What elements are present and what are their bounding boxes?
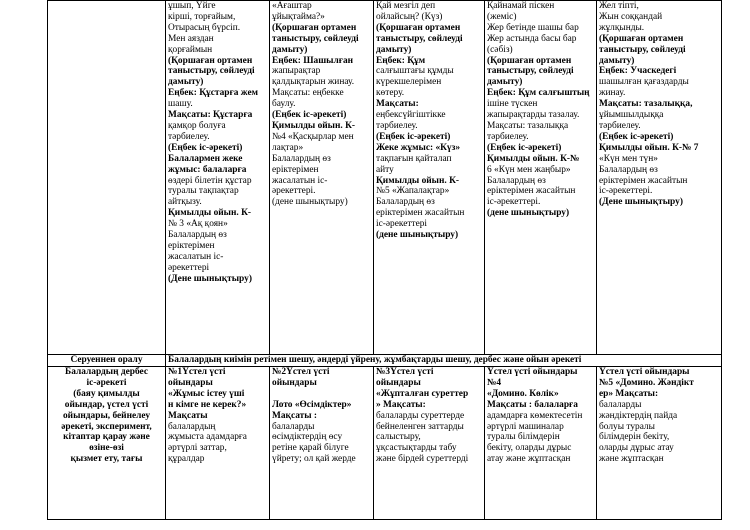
row-label-cell bbox=[48, 1, 166, 355]
cell-text-line: көтеру. bbox=[376, 88, 405, 99]
cell-text-line: №4 bbox=[487, 377, 502, 388]
cell-text-line: Қимылды ойын. К-№ bbox=[487, 153, 580, 164]
cell-text-line: (Қоршаған ортамен bbox=[487, 55, 572, 66]
cell-text-line: дамыту) bbox=[376, 44, 412, 55]
cell-text-line: шашылған қағаздарды bbox=[599, 77, 689, 88]
cell-text-line: тәрбиелеу. bbox=[168, 131, 210, 142]
label-text-line: Балалардың дербес bbox=[65, 367, 148, 377]
cell-text-line: жасалатын іс- bbox=[272, 175, 328, 186]
cell-text-line: болуы туралы bbox=[599, 421, 655, 432]
cell-text-line: салыстыру, bbox=[376, 432, 421, 443]
cell-text-line: Жеке жұмыс: «Күз» bbox=[376, 142, 461, 153]
cell-text-line: «Жұпталған суреттер bbox=[376, 388, 469, 399]
cell-text-line: Жел тіпті, bbox=[599, 1, 639, 11]
cell-text-line: жапырақтар bbox=[272, 66, 321, 77]
cell-text-line: үйрету; ол қай жерде bbox=[272, 454, 356, 465]
cell-text-line: шашу. bbox=[168, 99, 193, 110]
cell-text-line: Қимылды ойын. К-№ 7 bbox=[599, 142, 699, 153]
cell-text-line: Лото «Өсімдіктер» bbox=[272, 399, 352, 410]
cell-text-line: (Қоршаған ортамен bbox=[272, 22, 357, 33]
label-text-line: (баяу қимылды bbox=[73, 388, 140, 399]
cell-text-line: салғыштағы құмды bbox=[376, 66, 454, 77]
return-from-walk-row bbox=[48, 355, 722, 367]
cell-text-line: «Күн мен түн» bbox=[599, 153, 658, 164]
cell-text-line: таныстыру, сөйлеуді bbox=[376, 33, 463, 44]
cell-text-line: №5 «Жапалақтар» bbox=[376, 186, 450, 197]
cell-text-line: еріктерімен bbox=[272, 164, 319, 175]
cell-text-line: әрекеттері bbox=[168, 262, 210, 273]
cell-text-line: Мақсаты bbox=[168, 410, 208, 421]
cell-text-line: жұмыс: балаларға bbox=[168, 164, 247, 175]
cell-text-line: 6 «Күн мен жаңбыр» bbox=[487, 164, 571, 175]
cell-text-line: әртүрлі заттар, bbox=[168, 443, 227, 454]
cell-text-line: және бірдей суреттерді bbox=[376, 454, 469, 465]
cell-text-line: Балалардың өз bbox=[599, 164, 658, 175]
cell-text-line: (Еңбек іс-әрекеті) bbox=[487, 142, 562, 153]
cell-text-line: Үстел үсті ойындары bbox=[599, 367, 690, 377]
cell-text-line: іс-әрекеттері bbox=[376, 219, 428, 230]
cell-text-line: еңбексүйгіштікке bbox=[376, 110, 446, 121]
cell-text-line: (дене шынықтыру) bbox=[376, 230, 459, 241]
cell-text-line: айту bbox=[376, 164, 394, 175]
cell-text-line: Еңбек: Құм bbox=[376, 55, 426, 66]
cell-text-line: өсімдіктердің өсу bbox=[272, 432, 343, 443]
day-cell bbox=[485, 1, 597, 355]
cell-text-line: жұлқынды. bbox=[599, 22, 645, 33]
cell-text-line: өздері білетін құстар bbox=[168, 175, 252, 186]
day-cell bbox=[270, 367, 374, 520]
label-text-line: іс-әрекеті bbox=[86, 377, 127, 388]
cell-text-line: ойлайсың? (Күз) bbox=[376, 11, 443, 22]
day-cell bbox=[270, 1, 374, 355]
cell-text-line: дамыту) bbox=[272, 44, 308, 55]
cell-text-line: ойындары bbox=[376, 377, 421, 388]
cell-text-line: н кімге не керек?» bbox=[168, 399, 247, 410]
cell-text-line: әртүрлі машиналар bbox=[487, 421, 564, 432]
cell-text-line: Қимылды ойын. К- bbox=[168, 208, 251, 219]
cell-text-line: Мақсаты : балаларға bbox=[487, 399, 578, 410]
day-cell bbox=[597, 367, 722, 520]
cell-text-line: балалардың bbox=[168, 421, 216, 432]
cell-text-line: еріктерімен жасайтын bbox=[599, 175, 688, 186]
cell-text-line: (Қоршаған ортамен bbox=[599, 33, 684, 44]
cell-text-line: қамқор болуға bbox=[168, 120, 226, 131]
label-text-line: әрекеті, эксперимент, bbox=[61, 421, 152, 432]
cell-text-line: әрекеттері. bbox=[272, 186, 316, 197]
cell-text-line: Еңбек: Құстарға жем bbox=[168, 88, 259, 99]
day-cell bbox=[485, 367, 597, 520]
cell-text-line: Мен аяздан bbox=[168, 33, 214, 44]
cell-text-line: № 3 «Ақ қоян» bbox=[168, 219, 228, 230]
cell-text-line: №5 «Домино. Жәндікт bbox=[599, 377, 694, 388]
cell-text-line: дамыту) bbox=[599, 55, 635, 66]
cell-text-line: лақтар» bbox=[272, 142, 304, 153]
cell-text-line: (Еңбек іс-әрекеті) bbox=[168, 142, 243, 153]
cell-text-line: баулу. bbox=[272, 99, 296, 110]
row-label-cell bbox=[48, 367, 166, 520]
cell-text-line: ұшып, Үйге bbox=[168, 1, 216, 11]
cell-text-line: ойындары bbox=[168, 377, 213, 388]
cell-text-line: таныстыру, сөйлеуді bbox=[272, 33, 359, 44]
day-cell bbox=[374, 367, 485, 520]
cell-text-line: тәрбиелеу. bbox=[487, 131, 529, 142]
cell-text-line: күрекшелерімен bbox=[376, 77, 442, 88]
cell-text-line: Мақсаты: Құстарға bbox=[168, 110, 253, 121]
cell-text-line: Жер астында басы бар bbox=[487, 33, 577, 44]
cell-text-line: жасалатын іс- bbox=[168, 251, 224, 262]
cell-text-line: (дене шынықтыру) bbox=[272, 197, 348, 208]
cell-text-line: «Жұмыс істеу үші bbox=[168, 388, 245, 399]
cell-text-line: еріктерімен жасайтын bbox=[487, 186, 576, 197]
cell-text-line: құралдар bbox=[168, 454, 205, 465]
cell-text-line: тәрбиелеу. bbox=[376, 120, 418, 131]
cell-text-line: дамыту) bbox=[487, 77, 523, 88]
cell-text-line: еріктерімен жасайтын bbox=[376, 208, 465, 219]
cell-text-line: ретіне қарай білуге bbox=[272, 443, 349, 454]
cell-text-line: еріктерімен bbox=[168, 240, 215, 251]
cell-text-line: тақпағын қайталап bbox=[376, 153, 452, 164]
cell-text-line: Қимылды ойын. К- bbox=[376, 175, 459, 186]
cell-text-line: балаларды bbox=[272, 421, 315, 432]
label-text-line: өзіне-өзі bbox=[89, 443, 124, 454]
cell-text-line: (Еңбек іс-әрекеті) bbox=[599, 131, 674, 142]
cell-text-line: және жұптасқан bbox=[599, 454, 664, 465]
cell-text-line: білімдерін бекіту, bbox=[599, 432, 670, 443]
cell-text-line: Мақсаты: bbox=[376, 99, 419, 110]
cell-text-line: №1Үстел үсті bbox=[168, 367, 226, 377]
cell-text-line: айтқызу. bbox=[168, 197, 202, 208]
cell-text-line: (сәбіз) bbox=[487, 44, 513, 55]
cell-text-line: (Дене шынықтыру) bbox=[599, 197, 683, 208]
cell-text-line: Балалардың өз bbox=[487, 175, 546, 186]
cell-text-line: Мақсаты: тазалыққа, bbox=[599, 99, 693, 110]
cell-text-line: Қимылды ойын. К- bbox=[272, 120, 355, 131]
day-cell bbox=[166, 1, 270, 355]
cell-text-line: таныстыру, сөйлеуді bbox=[599, 44, 686, 55]
cell-text-line: кірші, торғайым, bbox=[168, 11, 236, 22]
cell-text-line: таныстыру, сөйлеуді bbox=[168, 66, 255, 77]
day-cell bbox=[597, 1, 722, 355]
cell-text-line: ұйықтайма?» bbox=[272, 11, 325, 22]
cell-text-line: оларды дұрыс атау bbox=[599, 443, 674, 454]
cell-text-line: жәндіктердің пайда bbox=[599, 410, 678, 421]
cell-text-line: туралы білімдерін bbox=[487, 432, 560, 443]
cell-text-line: «Домино. Көлік» bbox=[487, 388, 559, 399]
cell-text-line: ұйымшылдыққа bbox=[599, 110, 664, 121]
cell-text-line: (Қоршаған ортамен bbox=[168, 55, 253, 66]
cell-text-line: ер» Мақсаты: bbox=[599, 388, 659, 399]
cell-text-line: Еңбек: Шашылған bbox=[272, 55, 354, 66]
cell-text-line: бейнеленген заттарды bbox=[376, 421, 464, 432]
day-cell bbox=[166, 367, 270, 520]
cell-text-line: атау және жұптасқан bbox=[487, 454, 571, 465]
cell-text-line: дамыту) bbox=[168, 77, 204, 88]
cell-text-line: Мақсаты: тазалыққа bbox=[487, 120, 569, 131]
cell-text-line: Қайнамай піскен bbox=[487, 1, 555, 11]
cell-text-line: жапырақтарды тазалау. bbox=[487, 110, 580, 121]
cell-text-line: тәрбиелеу. bbox=[599, 120, 641, 131]
cell-text-line: жұмыста адамдарға bbox=[168, 432, 247, 443]
cell-text-line: қалдықтарын жинау. bbox=[272, 77, 355, 88]
cell-text-line: (жеміс) bbox=[487, 11, 517, 22]
cell-text-line: №3Үстел үсті bbox=[376, 367, 434, 377]
cell-text-line: Еңбек: Құм салғыштың bbox=[487, 88, 590, 99]
cell-text-line: Қай мезгіл деп bbox=[376, 1, 436, 11]
cell-text-line: Балалардың өз bbox=[168, 230, 227, 241]
merged-content-cell: Балалардың киімін ретімен шешу, əндерді үйрену, жұмбақтарды шешу, дербес жəне ойын əрекеті bbox=[166, 355, 722, 367]
cell-text-line: таныстыру, сөйлеуді bbox=[487, 66, 574, 77]
cell-text-line: Балалармен жеке bbox=[168, 153, 243, 164]
cell-text-line: іс-әрекеттері. bbox=[487, 197, 541, 208]
schedule-table bbox=[47, 0, 722, 520]
cell-text-line: «Ағаштар bbox=[272, 1, 312, 11]
label-text-line: кітаптар қарау және bbox=[63, 432, 150, 443]
label-text-line: ойындар, үстел үсті bbox=[64, 399, 149, 410]
cell-text-line: Жер бетінде шашы бар bbox=[487, 22, 579, 33]
cell-text-line: (дене шынықтыру) bbox=[487, 208, 570, 219]
cell-text-line: (Қоршаған ортамен bbox=[376, 22, 461, 33]
cell-text-line: (Еңбек іс-әрекеті) bbox=[272, 110, 347, 121]
cell-text-line: іс-әрекеттері. bbox=[599, 186, 653, 197]
cell-text-line: жинау. bbox=[599, 88, 626, 99]
cell-text-line: адамдарға көмектесетін bbox=[487, 410, 583, 421]
cell-text-line: ойындары bbox=[272, 377, 317, 388]
cell-text-line: Мақсаты: еңбекке bbox=[272, 88, 344, 99]
cell-text-line: №2Үстел үсті bbox=[272, 367, 330, 377]
row-label-cell: Серуеннен оралу bbox=[48, 355, 166, 367]
cell-text-line: (Дене шынықтыру) bbox=[168, 273, 252, 284]
label-text-line: ойындары, бейнелеу bbox=[62, 410, 151, 421]
cell-text-line: Мақсаты : bbox=[272, 410, 318, 421]
cell-text-line: ұқсастықтарды табу bbox=[376, 443, 457, 454]
activities-row bbox=[48, 1, 722, 355]
cell-text-line: ішіне түскен bbox=[487, 99, 538, 110]
cell-text-line: №4 «Қасқырлар мен bbox=[272, 131, 354, 142]
cell-text-line: (Еңбек іс-әрекеті) bbox=[376, 131, 451, 142]
cell-text-line: қорғаймын bbox=[168, 44, 213, 55]
independent-activity-row bbox=[48, 367, 722, 520]
cell-text-line: Жын соққандай bbox=[599, 11, 663, 22]
cell-text-line: Еңбек: Учаскедегі bbox=[599, 66, 677, 77]
cell-text-line: Үстел үсті ойындары bbox=[487, 367, 578, 377]
cell-text-line: Отырасың бүрсіп. bbox=[168, 22, 241, 33]
label-text-line: қызмет ету, тағы bbox=[70, 454, 143, 465]
day-cell bbox=[374, 1, 485, 355]
cell-text-line: Балалардың өз bbox=[272, 153, 331, 164]
cell-text-line: балаларды суреттерде bbox=[376, 410, 465, 421]
cell-text-line: Балалардың өз bbox=[376, 197, 435, 208]
cell-text-line: » Мақсаты: bbox=[376, 399, 426, 410]
cell-text-line bbox=[272, 389, 371, 400]
cell-text-line: бекіту, оларды дұрыс bbox=[487, 443, 572, 454]
cell-text-line: туралы тақпақтар bbox=[168, 186, 239, 197]
cell-text-line: балаларды bbox=[599, 399, 642, 410]
